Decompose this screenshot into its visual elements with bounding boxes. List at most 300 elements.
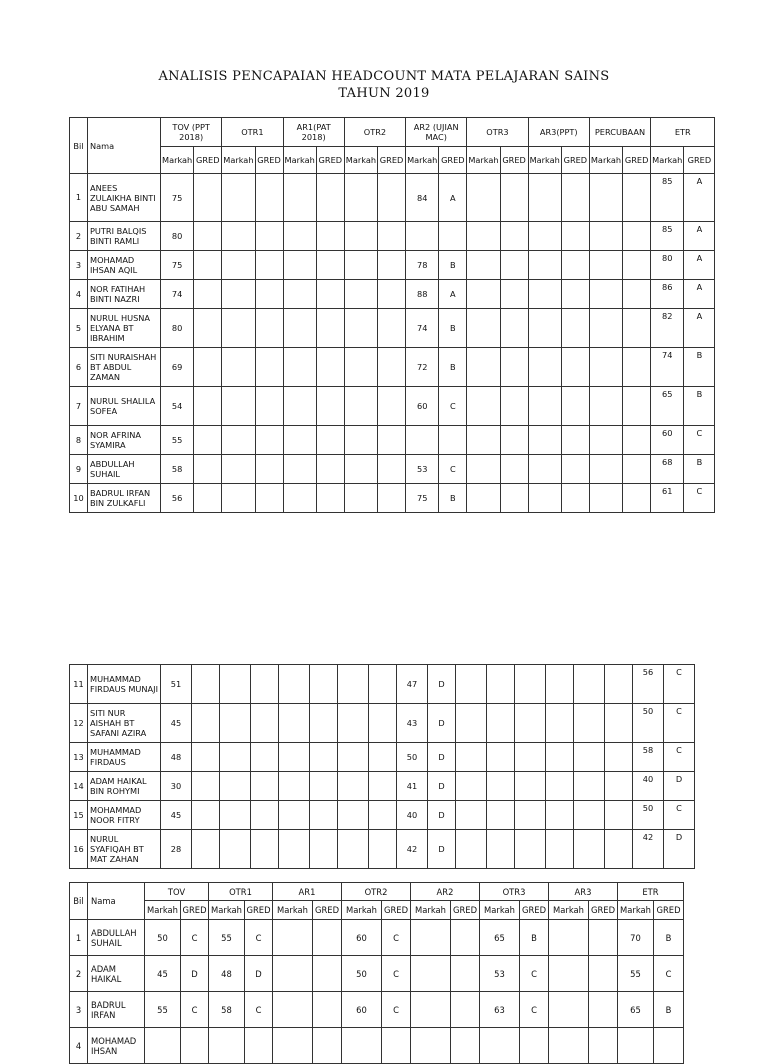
- empty-cell: [255, 174, 283, 222]
- header-markah: Markah: [651, 147, 684, 174]
- empty-cell: [316, 455, 344, 484]
- markah-cell: [145, 1028, 181, 1064]
- empty-cell: [192, 665, 220, 704]
- empty-cell: [574, 743, 605, 772]
- empty-cell: [546, 743, 574, 772]
- header-gred: GRED: [561, 147, 589, 174]
- header-nama: Nama: [88, 883, 145, 920]
- empty-cell: [515, 801, 546, 830]
- empty-cell: [316, 484, 344, 513]
- empty-cell: [378, 455, 406, 484]
- header-gred: GRED: [439, 147, 467, 174]
- ar2-gred: C: [439, 387, 467, 426]
- header-group: AR1(PAT 2018): [283, 118, 344, 147]
- empty-cell: [561, 348, 589, 387]
- empty-cell: [561, 174, 589, 222]
- empty-cell: [310, 772, 338, 801]
- empty-cell: [589, 222, 622, 251]
- empty-cell: [310, 704, 338, 743]
- table-row: [70, 484, 715, 513]
- header-nama: Nama: [88, 118, 161, 174]
- etr-gred: B: [684, 387, 715, 426]
- row-bil: 9: [70, 455, 88, 484]
- empty-cell: [283, 484, 316, 513]
- empty-cell: [500, 348, 528, 387]
- empty-cell: [500, 174, 528, 222]
- row-bil: 11: [70, 665, 88, 704]
- header-gred: GRED: [654, 901, 684, 920]
- etr-gred: B: [684, 455, 715, 484]
- empty-cell: [344, 309, 377, 348]
- empty-cell: [456, 704, 487, 743]
- empty-cell: [255, 309, 283, 348]
- empty-cell: [487, 772, 515, 801]
- header-markah: Markah: [480, 901, 520, 920]
- empty-cell: [279, 665, 310, 704]
- empty-cell: [574, 772, 605, 801]
- empty-cell: [467, 309, 500, 348]
- empty-cell: [500, 387, 528, 426]
- empty-cell: [338, 743, 369, 772]
- ar2-gred: A: [439, 280, 467, 309]
- empty-cell: [192, 830, 220, 869]
- empty-cell: [623, 484, 651, 513]
- empty-cell: [194, 251, 222, 280]
- empty-cell: [528, 348, 561, 387]
- empty-cell: [310, 801, 338, 830]
- student-name: ABDULLAH SUHAIL: [88, 920, 145, 956]
- tov-markah: 48: [161, 743, 192, 772]
- gred-cell: [313, 956, 342, 992]
- header-markah: Markah: [145, 901, 181, 920]
- title-line-2: TAHUN 2019: [338, 86, 430, 101]
- table-row: [70, 309, 715, 348]
- gred-cell: [654, 1028, 684, 1064]
- markah-cell: [411, 920, 451, 956]
- gred-cell: C: [181, 992, 209, 1028]
- empty-cell: [255, 484, 283, 513]
- header-group: OTR1: [209, 883, 273, 901]
- empty-cell: [561, 484, 589, 513]
- empty-cell: [310, 743, 338, 772]
- empty-cell: [369, 772, 397, 801]
- student-name: MOHAMAD IHSAN: [88, 1028, 145, 1064]
- empty-cell: [194, 484, 222, 513]
- header-gred: GRED: [316, 147, 344, 174]
- empty-cell: [344, 387, 377, 426]
- empty-cell: [528, 251, 561, 280]
- empty-cell: [283, 348, 316, 387]
- markah-cell: [273, 992, 313, 1028]
- ar2-markah: 47: [397, 665, 428, 704]
- table-row: [70, 280, 715, 309]
- ar2-gred: [439, 426, 467, 455]
- ar2-markah: [406, 426, 439, 455]
- ar2-markah: 75: [406, 484, 439, 513]
- empty-cell: [194, 280, 222, 309]
- student-name: BADRUL IRFAN BIN ZULKAFLI: [88, 484, 161, 513]
- empty-cell: [546, 830, 574, 869]
- empty-cell: [500, 426, 528, 455]
- markah-cell: [411, 1028, 451, 1064]
- etr-markah: 42: [633, 830, 664, 869]
- header-bil: Bil: [70, 883, 88, 920]
- gred-cell: C: [654, 956, 684, 992]
- empty-cell: [605, 772, 633, 801]
- empty-cell: [561, 222, 589, 251]
- student-name: ADAM HAIKAL: [88, 956, 145, 992]
- markah-cell: 58: [209, 992, 245, 1028]
- empty-cell: [500, 280, 528, 309]
- empty-cell: [623, 387, 651, 426]
- results-table-1: [69, 117, 715, 513]
- markah-cell: [209, 1028, 245, 1064]
- header-group: TOV (PPT 2018): [161, 118, 222, 147]
- header-gred: GRED: [181, 901, 209, 920]
- student-name: NOR FATIHAH BINTI NAZRI: [88, 280, 161, 309]
- ar2-markah: 43: [397, 704, 428, 743]
- empty-cell: [279, 830, 310, 869]
- empty-cell: [344, 174, 377, 222]
- empty-cell: [528, 387, 561, 426]
- header-group: OTR2: [342, 883, 411, 901]
- header-group: ETR: [651, 118, 715, 147]
- row-bil: 5: [70, 309, 88, 348]
- etr-markah: 56: [633, 665, 664, 704]
- empty-cell: [338, 772, 369, 801]
- empty-cell: [283, 387, 316, 426]
- empty-cell: [623, 174, 651, 222]
- empty-cell: [194, 387, 222, 426]
- tov-markah: 56: [161, 484, 194, 513]
- empty-cell: [344, 455, 377, 484]
- empty-cell: [546, 704, 574, 743]
- empty-cell: [369, 665, 397, 704]
- header-gred: GRED: [378, 147, 406, 174]
- empty-cell: [220, 704, 251, 743]
- etr-markah: 50: [633, 704, 664, 743]
- student-name: MUHAMMAD FIRDAUS: [88, 743, 161, 772]
- empty-cell: [605, 801, 633, 830]
- empty-cell: [528, 484, 561, 513]
- empty-cell: [561, 387, 589, 426]
- empty-cell: [255, 387, 283, 426]
- tov-markah: 28: [161, 830, 192, 869]
- ar2-markah: [406, 222, 439, 251]
- ar2-gred: B: [439, 309, 467, 348]
- empty-cell: [589, 309, 622, 348]
- etr-markah: 85: [651, 174, 684, 222]
- empty-cell: [369, 743, 397, 772]
- gred-cell: B: [520, 920, 549, 956]
- ar2-markah: 78: [406, 251, 439, 280]
- ar2-gred: B: [439, 348, 467, 387]
- empty-cell: [500, 484, 528, 513]
- markah-cell: 70: [618, 920, 654, 956]
- row-bil: 3: [70, 992, 88, 1028]
- empty-cell: [500, 222, 528, 251]
- empty-cell: [255, 455, 283, 484]
- etr-markah: 74: [651, 348, 684, 387]
- etr-gred: D: [664, 772, 695, 801]
- markah-cell: 48: [209, 956, 245, 992]
- empty-cell: [255, 251, 283, 280]
- header-markah: Markah: [411, 901, 451, 920]
- empty-cell: [316, 222, 344, 251]
- empty-cell: [369, 704, 397, 743]
- results-table-2: [69, 664, 695, 869]
- empty-cell: [279, 743, 310, 772]
- empty-cell: [251, 704, 279, 743]
- row-bil: 8: [70, 426, 88, 455]
- gred-cell: [451, 992, 480, 1028]
- markah-cell: 60: [342, 920, 382, 956]
- empty-cell: [500, 309, 528, 348]
- empty-cell: [316, 348, 344, 387]
- empty-cell: [467, 348, 500, 387]
- table-row: [70, 830, 695, 869]
- header-group: AR3(PPT): [528, 118, 589, 147]
- empty-cell: [344, 222, 377, 251]
- empty-cell: [344, 348, 377, 387]
- header-group: PERCUBAAN: [589, 118, 650, 147]
- empty-cell: [316, 309, 344, 348]
- tov-markah: 75: [161, 251, 194, 280]
- empty-cell: [279, 704, 310, 743]
- table-row: [70, 348, 715, 387]
- header-gred: GRED: [500, 147, 528, 174]
- tov-markah: 74: [161, 280, 194, 309]
- etr-markah: 82: [651, 309, 684, 348]
- table-row: [70, 743, 695, 772]
- page-title: [0, 68, 768, 102]
- empty-cell: [515, 704, 546, 743]
- empty-cell: [338, 830, 369, 869]
- empty-cell: [222, 455, 255, 484]
- gred-cell: C: [245, 920, 273, 956]
- student-name: PUTRI BALQIS BINTI RAMLI: [88, 222, 161, 251]
- empty-cell: [589, 426, 622, 455]
- empty-cell: [222, 426, 255, 455]
- empty-cell: [251, 665, 279, 704]
- ar2-markah: 50: [397, 743, 428, 772]
- empty-cell: [605, 665, 633, 704]
- etr-gred: C: [664, 743, 695, 772]
- empty-cell: [561, 426, 589, 455]
- student-name: ABDULLAH SUHAIL: [88, 455, 161, 484]
- table-row: [70, 1028, 684, 1064]
- empty-cell: [546, 772, 574, 801]
- empty-cell: [456, 743, 487, 772]
- empty-cell: [279, 801, 310, 830]
- empty-cell: [623, 309, 651, 348]
- student-name: MOHAMMAD NOOR FITRY: [88, 801, 161, 830]
- empty-cell: [589, 387, 622, 426]
- empty-cell: [194, 222, 222, 251]
- gred-cell: C: [382, 956, 411, 992]
- etr-markah: 86: [651, 280, 684, 309]
- empty-cell: [220, 830, 251, 869]
- empty-cell: [467, 484, 500, 513]
- empty-cell: [589, 484, 622, 513]
- markah-cell: [549, 992, 589, 1028]
- empty-cell: [220, 772, 251, 801]
- empty-cell: [467, 222, 500, 251]
- markah-cell: [480, 1028, 520, 1064]
- empty-cell: [283, 309, 316, 348]
- empty-cell: [589, 348, 622, 387]
- tov-markah: 45: [161, 801, 192, 830]
- empty-cell: [192, 801, 220, 830]
- markah-cell: 45: [145, 956, 181, 992]
- markah-cell: 63: [480, 992, 520, 1028]
- header-group: ETR: [618, 883, 684, 901]
- markah-cell: [273, 1028, 313, 1064]
- header-gred: GRED: [520, 901, 549, 920]
- student-name: NURUL HUSNA ELYANA BT IBRAHIM: [88, 309, 161, 348]
- tov-markah: 69: [161, 348, 194, 387]
- empty-cell: [338, 801, 369, 830]
- etr-markah: 50: [633, 801, 664, 830]
- header-markah: Markah: [589, 147, 622, 174]
- header-gred: GRED: [245, 901, 273, 920]
- student-name: MUHAMMAD FIRDAUS MUNAJI: [88, 665, 161, 704]
- empty-cell: [251, 830, 279, 869]
- header-group: AR2 (UJIAN MAC): [406, 118, 467, 147]
- table-row: [70, 665, 695, 704]
- etr-gred: A: [684, 309, 715, 348]
- ar2-markah: 60: [406, 387, 439, 426]
- gred-cell: [245, 1028, 273, 1064]
- empty-cell: [623, 348, 651, 387]
- empty-cell: [192, 743, 220, 772]
- gred-cell: C: [245, 992, 273, 1028]
- empty-cell: [222, 174, 255, 222]
- empty-cell: [378, 222, 406, 251]
- empty-cell: [528, 174, 561, 222]
- empty-cell: [456, 801, 487, 830]
- header-group: TOV: [145, 883, 209, 901]
- empty-cell: [378, 426, 406, 455]
- empty-cell: [561, 280, 589, 309]
- empty-cell: [220, 743, 251, 772]
- markah-cell: 53: [480, 956, 520, 992]
- row-bil: 6: [70, 348, 88, 387]
- empty-cell: [283, 455, 316, 484]
- etr-markah: 85: [651, 222, 684, 251]
- empty-cell: [528, 309, 561, 348]
- empty-cell: [500, 251, 528, 280]
- ar2-markah: 84: [406, 174, 439, 222]
- markah-cell: 60: [342, 992, 382, 1028]
- etr-gred: A: [684, 174, 715, 222]
- empty-cell: [220, 801, 251, 830]
- empty-cell: [194, 309, 222, 348]
- header-gred: GRED: [382, 901, 411, 920]
- row-bil: 1: [70, 920, 88, 956]
- ar2-gred: B: [439, 484, 467, 513]
- gred-cell: [451, 956, 480, 992]
- header-gred: GRED: [684, 147, 715, 174]
- empty-cell: [369, 801, 397, 830]
- markah-cell: 55: [618, 956, 654, 992]
- row-bil: 10: [70, 484, 88, 513]
- row-bil: 13: [70, 743, 88, 772]
- empty-cell: [192, 772, 220, 801]
- empty-cell: [378, 387, 406, 426]
- empty-cell: [283, 280, 316, 309]
- empty-cell: [623, 222, 651, 251]
- empty-cell: [255, 280, 283, 309]
- empty-cell: [546, 801, 574, 830]
- empty-cell: [546, 665, 574, 704]
- header-gred: GRED: [623, 147, 651, 174]
- empty-cell: [316, 174, 344, 222]
- empty-cell: [605, 704, 633, 743]
- empty-cell: [456, 830, 487, 869]
- row-bil: 1: [70, 174, 88, 222]
- empty-cell: [378, 484, 406, 513]
- header-gred: GRED: [451, 901, 480, 920]
- gred-cell: [313, 992, 342, 1028]
- ar2-markah: 42: [397, 830, 428, 869]
- header-markah: Markah: [344, 147, 377, 174]
- etr-gred: A: [684, 222, 715, 251]
- empty-cell: [344, 484, 377, 513]
- gred-cell: [313, 1028, 342, 1064]
- row-bil: 2: [70, 956, 88, 992]
- gred-cell: B: [654, 992, 684, 1028]
- gred-cell: C: [520, 956, 549, 992]
- markah-cell: [549, 920, 589, 956]
- empty-cell: [623, 455, 651, 484]
- header-markah: Markah: [406, 147, 439, 174]
- ar2-gred: D: [428, 801, 456, 830]
- gred-cell: [589, 1028, 618, 1064]
- gred-cell: [589, 956, 618, 992]
- empty-cell: [316, 426, 344, 455]
- empty-cell: [344, 280, 377, 309]
- etr-gred: C: [684, 484, 715, 513]
- empty-cell: [222, 222, 255, 251]
- title-line-1: ANALISIS PENCAPAIAN HEADCOUNT MATA PELAJARAN SAINS: [158, 69, 610, 84]
- markah-cell: [411, 956, 451, 992]
- header-gred: GRED: [194, 147, 222, 174]
- header-markah: Markah: [283, 147, 316, 174]
- empty-cell: [378, 309, 406, 348]
- table-row: [70, 801, 695, 830]
- tov-markah: 45: [161, 704, 192, 743]
- empty-cell: [192, 704, 220, 743]
- student-name: ANEES ZULAIKHA BINTI ABU SAMAH: [88, 174, 161, 222]
- empty-cell: [467, 251, 500, 280]
- etr-markah: 61: [651, 484, 684, 513]
- row-bil: 4: [70, 1028, 88, 1064]
- empty-cell: [344, 251, 377, 280]
- empty-cell: [338, 704, 369, 743]
- table-row: [70, 956, 684, 992]
- empty-cell: [316, 280, 344, 309]
- empty-cell: [574, 830, 605, 869]
- empty-cell: [222, 280, 255, 309]
- ar2-gred: B: [439, 251, 467, 280]
- empty-cell: [222, 484, 255, 513]
- gred-cell: [451, 920, 480, 956]
- header-markah: Markah: [342, 901, 382, 920]
- empty-cell: [467, 455, 500, 484]
- header-markah: Markah: [549, 901, 589, 920]
- tov-markah: 80: [161, 309, 194, 348]
